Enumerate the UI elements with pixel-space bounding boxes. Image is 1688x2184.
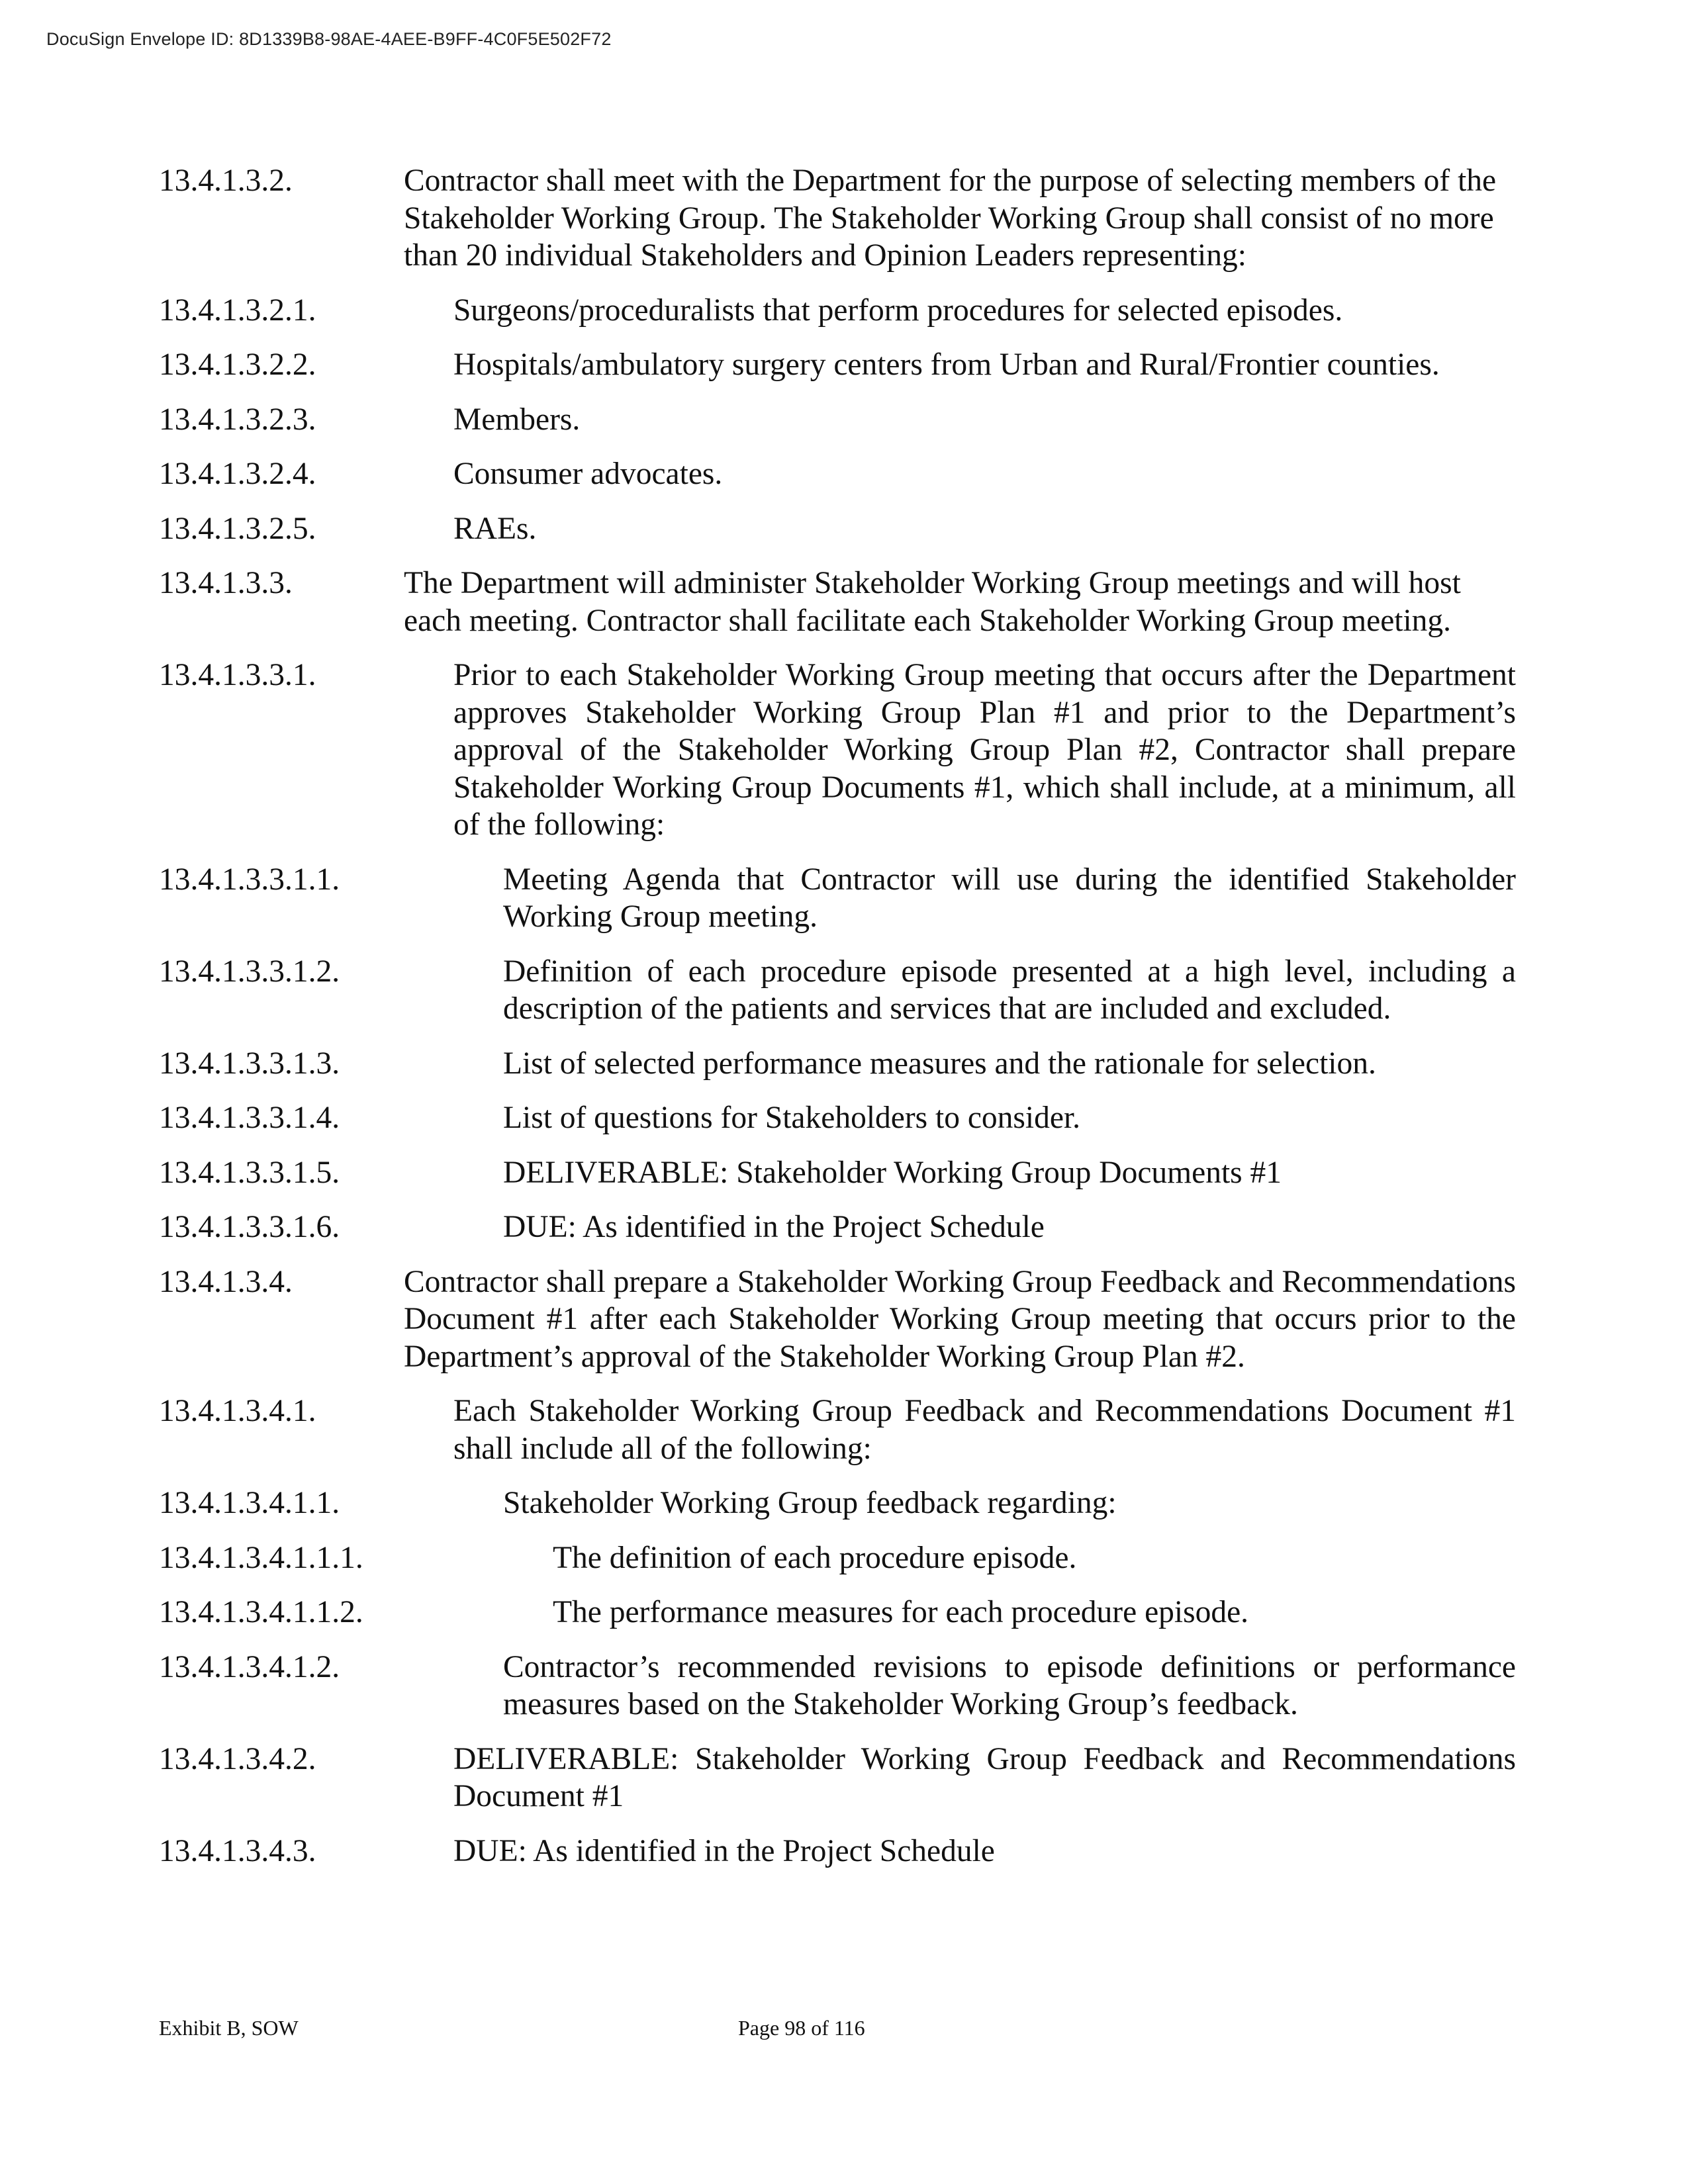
clause-number: 13.4.1.3.2.5.: [159, 511, 316, 546]
clause-number: 13.4.1.3.2.: [159, 163, 293, 198]
clause-text: DUE: As identified in the Project Schedule: [453, 1833, 995, 1868]
clause-text: Definition of each procedure episode presented at a high level, including a description of the patients and services that are included and excluded.: [503, 954, 1516, 1026]
document-body: [159, 162, 1516, 1870]
clause-text: Each Stakeholder Working Group Feedback and Recommendations Document #1 shall include all of the following:: [453, 1394, 1516, 1466]
clause-13-4-1-3-3-1-3: [159, 1045, 1516, 1083]
clause-number: 13.4.1.3.4.1.1.2.: [159, 1595, 363, 1629]
clause-13-4-1-3-3-1-5: [159, 1154, 1516, 1192]
clause-number: 13.4.1.3.3.: [159, 566, 293, 600]
clause-number: 13.4.1.3.2.2.: [159, 347, 316, 382]
clause-number: 13.4.1.3.4.1.1.1.: [159, 1540, 363, 1575]
clause-13-4-1-3-3-1-4: [159, 1099, 1516, 1137]
clause-13-4-1-3-3: [159, 565, 1516, 639]
clause-text: Consumer advocates.: [453, 457, 723, 491]
clause-text: The Department will administer Stakeholder Working Group meetings and will host each meeting. Contractor shall facilitate each Stakeholder Working Group meeting.: [404, 566, 1461, 638]
clause-number: 13.4.1.3.3.1.6.: [159, 1210, 340, 1244]
clause-text: Stakeholder Working Group feedback regarding:: [503, 1486, 1117, 1520]
clause-text: Hospitals/ambulatory surgery centers from Urban and Rural/Frontier counties.: [453, 347, 1440, 382]
clause-text: Meeting Agenda that Contractor will use during the identified Stakeholder Working Group meeting.: [503, 862, 1516, 934]
clause-13-4-1-3-2-2: [159, 346, 1516, 384]
clause-text: List of questions for Stakeholders to consider.: [503, 1101, 1081, 1135]
clause-text: DELIVERABLE: Stakeholder Working Group Feedback and Recommendations Document #1: [453, 1741, 1516, 1813]
clause-13-4-1-3-3-1-1: [159, 861, 1516, 936]
clause-13-4-1-3-4-1-1-2: [159, 1594, 1516, 1631]
clause-13-4-1-3-4-1-1: [159, 1484, 1516, 1522]
clause-13-4-1-3-4-2: [159, 1741, 1516, 1815]
clause-13-4-1-3-2-4: [159, 455, 1516, 493]
clause-13-4-1-3-2-1: [159, 292, 1516, 330]
clause-text: DELIVERABLE: Stakeholder Working Group Documents #1: [503, 1155, 1282, 1190]
clause-number: 13.4.1.3.3.1.4.: [159, 1101, 340, 1135]
footer-page-number: Page 98 of 116: [738, 2016, 865, 2040]
clause-13-4-1-3-4-3: [159, 1833, 1516, 1870]
clause-number: 13.4.1.3.2.3.: [159, 402, 316, 437]
clause-13-4-1-3-4: [159, 1263, 1516, 1376]
clause-13-4-1-3-4-1: [159, 1392, 1516, 1467]
clause-text: Contractor’s recommended revisions to episode definitions or performance measures based on the Stakeholder Working Group’s feedback.: [503, 1649, 1516, 1721]
clause-number: 13.4.1.3.2.4.: [159, 457, 316, 491]
clause-number: 13.4.1.3.4.1.1.: [159, 1486, 340, 1520]
clause-text: RAEs.: [453, 511, 537, 546]
clause-text: The definition of each procedure episode.: [553, 1540, 1077, 1575]
clause-number: 13.4.1.3.4.2.: [159, 1741, 316, 1776]
clause-number: 13.4.1.3.3.1.2.: [159, 954, 340, 989]
clause-text: Contractor shall prepare a Stakeholder Working Group Feedback and Recommendations Document #1 after each Stakeholder Working Group meeting that occurs prior to the Department’s approval of the Stakeholder Working Group Plan #2.: [404, 1264, 1516, 1374]
clause-number: 13.4.1.3.4.: [159, 1264, 293, 1299]
docusign-envelope-id: DocuSign Envelope ID: 8D1339B8-98AE-4AEE-B9FF-4C0F5E502F72: [46, 29, 612, 49]
clause-13-4-1-3-2-3: [159, 401, 1516, 439]
clause-text: DUE: As identified in the Project Schedule: [503, 1210, 1045, 1244]
clause-13-4-1-3-4-1-2: [159, 1649, 1516, 1723]
clause-13-4-1-3-3-1-2: [159, 953, 1516, 1028]
clause-number: 13.4.1.3.2.1.: [159, 293, 316, 328]
clause-number: 13.4.1.3.3.1.5.: [159, 1155, 340, 1190]
clause-number: 13.4.1.3.4.3.: [159, 1833, 316, 1868]
clause-number: 13.4.1.3.4.1.: [159, 1394, 316, 1428]
clause-13-4-1-3-4-1-1-1: [159, 1539, 1516, 1577]
clause-13-4-1-3-2-5: [159, 510, 1516, 548]
clause-number: 13.4.1.3.3.1.: [159, 658, 316, 692]
footer-exhibit-label: Exhibit B, SOW: [159, 2016, 299, 2040]
clause-13-4-1-3-3-1: [159, 657, 1516, 844]
clause-text: Surgeons/proceduralists that perform procedures for selected episodes.: [453, 293, 1343, 328]
clause-text: Contractor shall meet with the Department for the purpose of selecting members of the Stakeholder Working Group. The Stakeholder Working Group shall consist of no more than 20 individual Stakeholders and Opinion Leaders representing:: [404, 163, 1497, 273]
clause-13-4-1-3-3-1-6: [159, 1208, 1516, 1246]
clause-13-4-1-3-2: [159, 162, 1516, 275]
clause-text: The performance measures for each procedure episode.: [553, 1595, 1249, 1629]
clause-number: 13.4.1.3.3.1.3.: [159, 1046, 340, 1081]
clause-text: List of selected performance measures and the rationale for selection.: [503, 1046, 1376, 1081]
clause-number: 13.4.1.3.3.1.1.: [159, 862, 340, 897]
clause-text: Prior to each Stakeholder Working Group meeting that occurs after the Department approves Stakeholder Working Group Plan #1 and prior to the Department’s approval of the Stakeholder Working Group Plan #2, Contractor shall prepare Stakeholder Working Group Documents #1, which shall include, at a minimum, all of the following:: [453, 658, 1516, 842]
clause-number: 13.4.1.3.4.1.2.: [159, 1649, 340, 1684]
clause-text: Members.: [453, 402, 581, 437]
